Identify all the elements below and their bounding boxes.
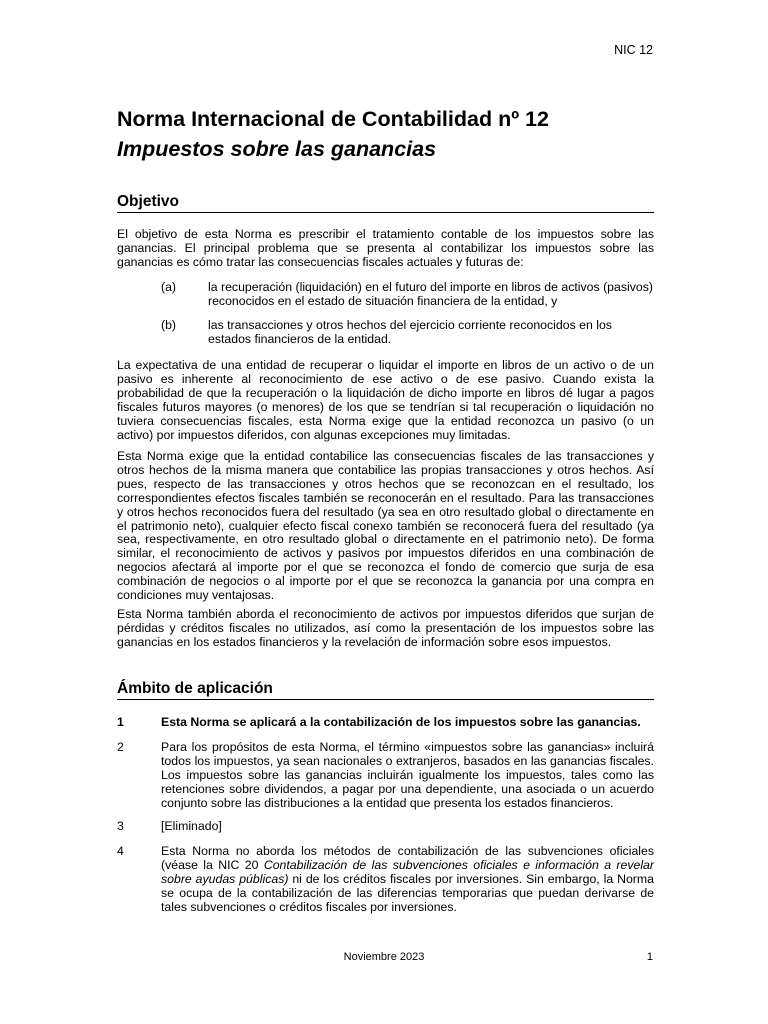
section-heading-objective: Objetivo — [117, 192, 654, 213]
paragraph-text — [161, 845, 654, 915]
footer-date: Noviembre 2023 — [343, 951, 425, 963]
list-text: la recuperación (liquidación) en el futuro del importe en libros de activos (pasivos) reconocidos en el estado de situación financiera de la entidad, y — [208, 280, 653, 308]
paragraph-text: Esta Norma se aplicará a la contabilización de los impuestos sobre las ganancias. — [161, 715, 641, 729]
list-marker: (a) — [161, 280, 177, 294]
list-marker: (b) — [161, 318, 177, 332]
section-heading-scope: Ámbito de aplicación — [117, 679, 654, 700]
paragraph-text: Para los propósitos de esta Norma, el término «impuestos sobre las ganancias» incluirá todos los impuestos, ya sean nacionales o extranjeros, basados en las ganancias fiscales. Los impuestos sobre las ganancias incluirán igualmente los impuestos, tales como las retenciones sobre dividendos, a pagar por una dependiente, una asociada o un acuerdo conjunto sobre las distribuciones a la entidad que presenta los estados financieros. — [161, 740, 654, 810]
objective-paragraph-4: Esta Norma también aborda el reconocimiento de activos por impuestos diferidos que surjan de pérdidas y créditos fiscales no utilizados, así como la presentación de los impuestos sobre las ganancias en los estados financieros y la revelación de información sobre esos impuestos. — [117, 607, 654, 649]
objective-paragraph-2: La expectativa de una entidad de recuperar o liquidar el importe en libros de un activo o de un pasivo es inherente al reconocimiento de ese activo o de ese pasivo. Cuando exista la probabilidad de que la recuperación o la liquidación de dicho importe en libros dé lugar a pagos fiscales futuros mayores (o menores) de los que se tendrían si tal recuperación o liquidación no tuviera consecuencias fiscales, esta Norma exige que la entidad reconozca un pasivo (o un activo) por impuestos diferidos, con algunas excepciones muy limitadas. — [117, 358, 654, 442]
paragraph-text-end: ni de los créditos fiscales por inversiones. Sin embargo, la Norma se ocupa de la contabilización de las diferencias temporarias que puedan derivarse de tales subvenciones o créditos fiscales por inversiones. — [161, 871, 654, 914]
paragraph-text-start: Esta Norma no aborda los métodos de contabilización de las subvenciones oficiales (véase la NIC 20 — [161, 844, 654, 872]
paragraph-number: 1 — [117, 715, 124, 729]
objective-intro: El objetivo de esta Norma es prescribir el tratamiento contable de los impuestos sobre las ganancias. El principal problema que se presenta al contabilizar los impuestos sobre las ganancias es cómo tratar las consecuencias fiscales actuales y futuras de: — [117, 227, 654, 269]
paragraph-number: 3 — [117, 819, 124, 833]
document-subtitle: Impuestos sobre las ganancias — [117, 137, 437, 161]
title-block — [117, 104, 654, 164]
paragraph-text: [Eliminado] — [161, 819, 222, 833]
paragraph-number: 2 — [117, 740, 124, 754]
objective-paragraph-3: Esta Norma exige que la entidad contabilice las consecuencias fiscales de las transacciones y otros hechos de la misma manera que contabilice las propias transacciones y otros hechos. Así pues, respecto de las transacciones y otros hechos que se reconozcan en el resultado, los correspondientes efectos fiscales también se reconocerán en el resultado. Para las transacciones y otros hechos reconocidos fuera del resultado (ya sea en otro resultado global o directamente en el patrimonio neto), cualquier efecto fiscal conexo también se reconocerá fuera del resultado (ya sea, respectivamente, en otro resultado global o directamente en el patrimonio neto). De forma similar, el reconocimiento de activos y pasivos por impuestos diferidos en una combinación de negocios afectará al importe por el que se reconozca el fondo de comercio que surja de esa combinación de negocios o al importe por el que se reconozca la ganancia por una compra en condiciones muy ventajosas. — [117, 449, 654, 603]
page-number: 1 — [646, 951, 653, 963]
list-text: las transacciones y otros hechos del ejercicio corriente reconocidos en los estados financieros de la entidad. — [208, 318, 612, 346]
document-title: Norma Internacional de Contabilidad nº 12 — [117, 107, 549, 131]
paragraph-number: 4 — [117, 844, 124, 858]
cited-standard-title: Contabilización de las subvenciones oficiales e información a revelar sobre ayudas públicas) — [161, 857, 654, 886]
standard-code: NIC 12 — [614, 43, 653, 57]
